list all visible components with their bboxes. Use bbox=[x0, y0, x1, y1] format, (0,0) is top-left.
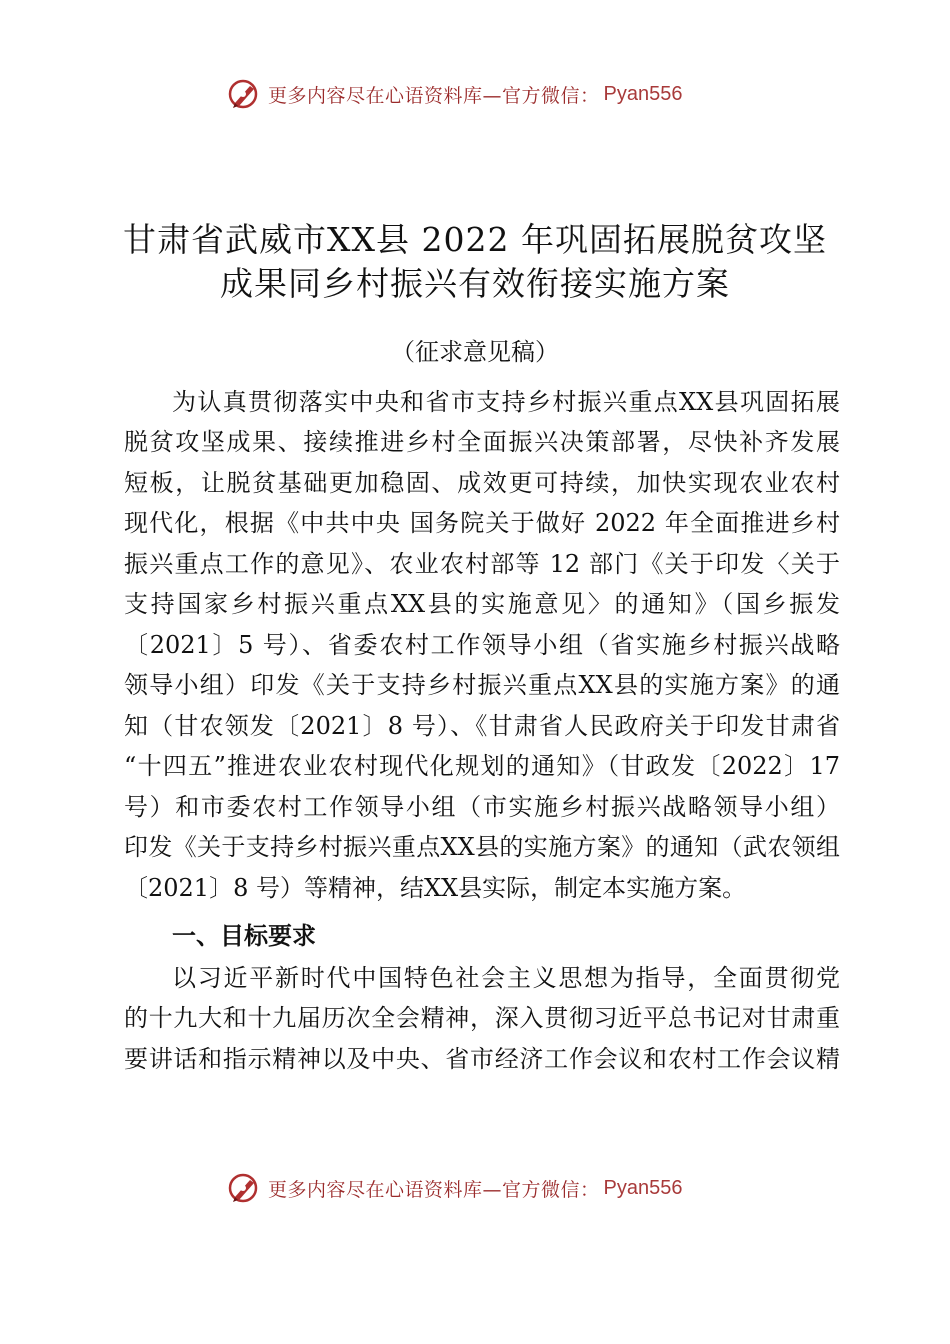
banner-text: 更多内容尽在心语资料库—官方微信： bbox=[268, 1178, 600, 1201]
intro-line: 支持国家乡村振兴重点XX县的实施意见〉的通知》（国乡振发 bbox=[124, 590, 840, 618]
header-banner bbox=[226, 74, 682, 114]
intro-line: “十四五”推进农业农村现代化规划的通知》（甘政发〔2022〕17 bbox=[124, 752, 840, 780]
intro-line: 印发《关于支持乡村振兴重点XX县的实施方案》的通知（武农领组 bbox=[124, 833, 840, 861]
intro-line: 领导小组）印发《关于支持乡村振兴重点XX县的实施方案》的通 bbox=[124, 671, 840, 699]
banner-wechat-id: Pyan556 bbox=[603, 1176, 683, 1199]
footer-banner bbox=[226, 1168, 682, 1208]
intro-line: 号）和市委农村工作领导小组（市实施乡村振兴战略领导小组） bbox=[124, 793, 840, 821]
intro-line: 知（甘农领发〔2021〕8 号）、《甘肃省人民政府关于印发甘肃省 bbox=[124, 712, 840, 740]
intro-line: 〔2021〕8 号）等精神，结XX县实际，制定本实施方案。 bbox=[124, 874, 747, 902]
intro-line: 为认真贯彻落实中央和省市支持乡村振兴重点XX县巩固拓展 bbox=[172, 388, 840, 416]
document-title-line2: 成果同乡村振兴有效衔接实施方案 bbox=[220, 264, 730, 303]
section-line: 的十九大和十九届历次全会精神，深入贯彻习近平总书记对甘肃重 bbox=[124, 1004, 840, 1032]
banner-text: 更多内容尽在心语资料库—官方微信： bbox=[268, 84, 600, 107]
intro-line: 现代化，根据《中共中央 国务院关于做好 2022 年全面推进乡村 bbox=[124, 509, 840, 537]
pen-logo-icon bbox=[226, 76, 262, 112]
document-title-line1: 甘肃省武威市XX县 2022 年巩固拓展脱贫攻坚 bbox=[123, 220, 827, 259]
banner-wechat-id: Pyan556 bbox=[603, 82, 683, 105]
intro-line: 〔2021〕5 号）、省委农村工作领导小组（省实施乡村振兴战略 bbox=[124, 631, 840, 659]
section-line: 以习近平新时代中国特色社会主义思想为指导，全面贯彻党 bbox=[172, 964, 840, 992]
document-subtitle: （征求意见稿） bbox=[391, 338, 559, 366]
intro-line: 脱贫攻坚成果、接续推进乡村全面振兴决策部署，尽快补齐发展 bbox=[124, 428, 840, 456]
pen-logo-icon bbox=[226, 1170, 262, 1206]
intro-line: 振兴重点工作的意见》、农业农村部等 12 部门《关于印发〈关于 bbox=[124, 550, 840, 578]
intro-line: 短板，让脱贫基础更加稳固、成效更可持续，加快实现农业农村 bbox=[124, 469, 840, 497]
section-line: 要讲话和指示精神以及中央、省市经济工作会议和农村工作会议精 bbox=[124, 1045, 840, 1073]
section-heading: 一、目标要求 bbox=[172, 922, 316, 950]
